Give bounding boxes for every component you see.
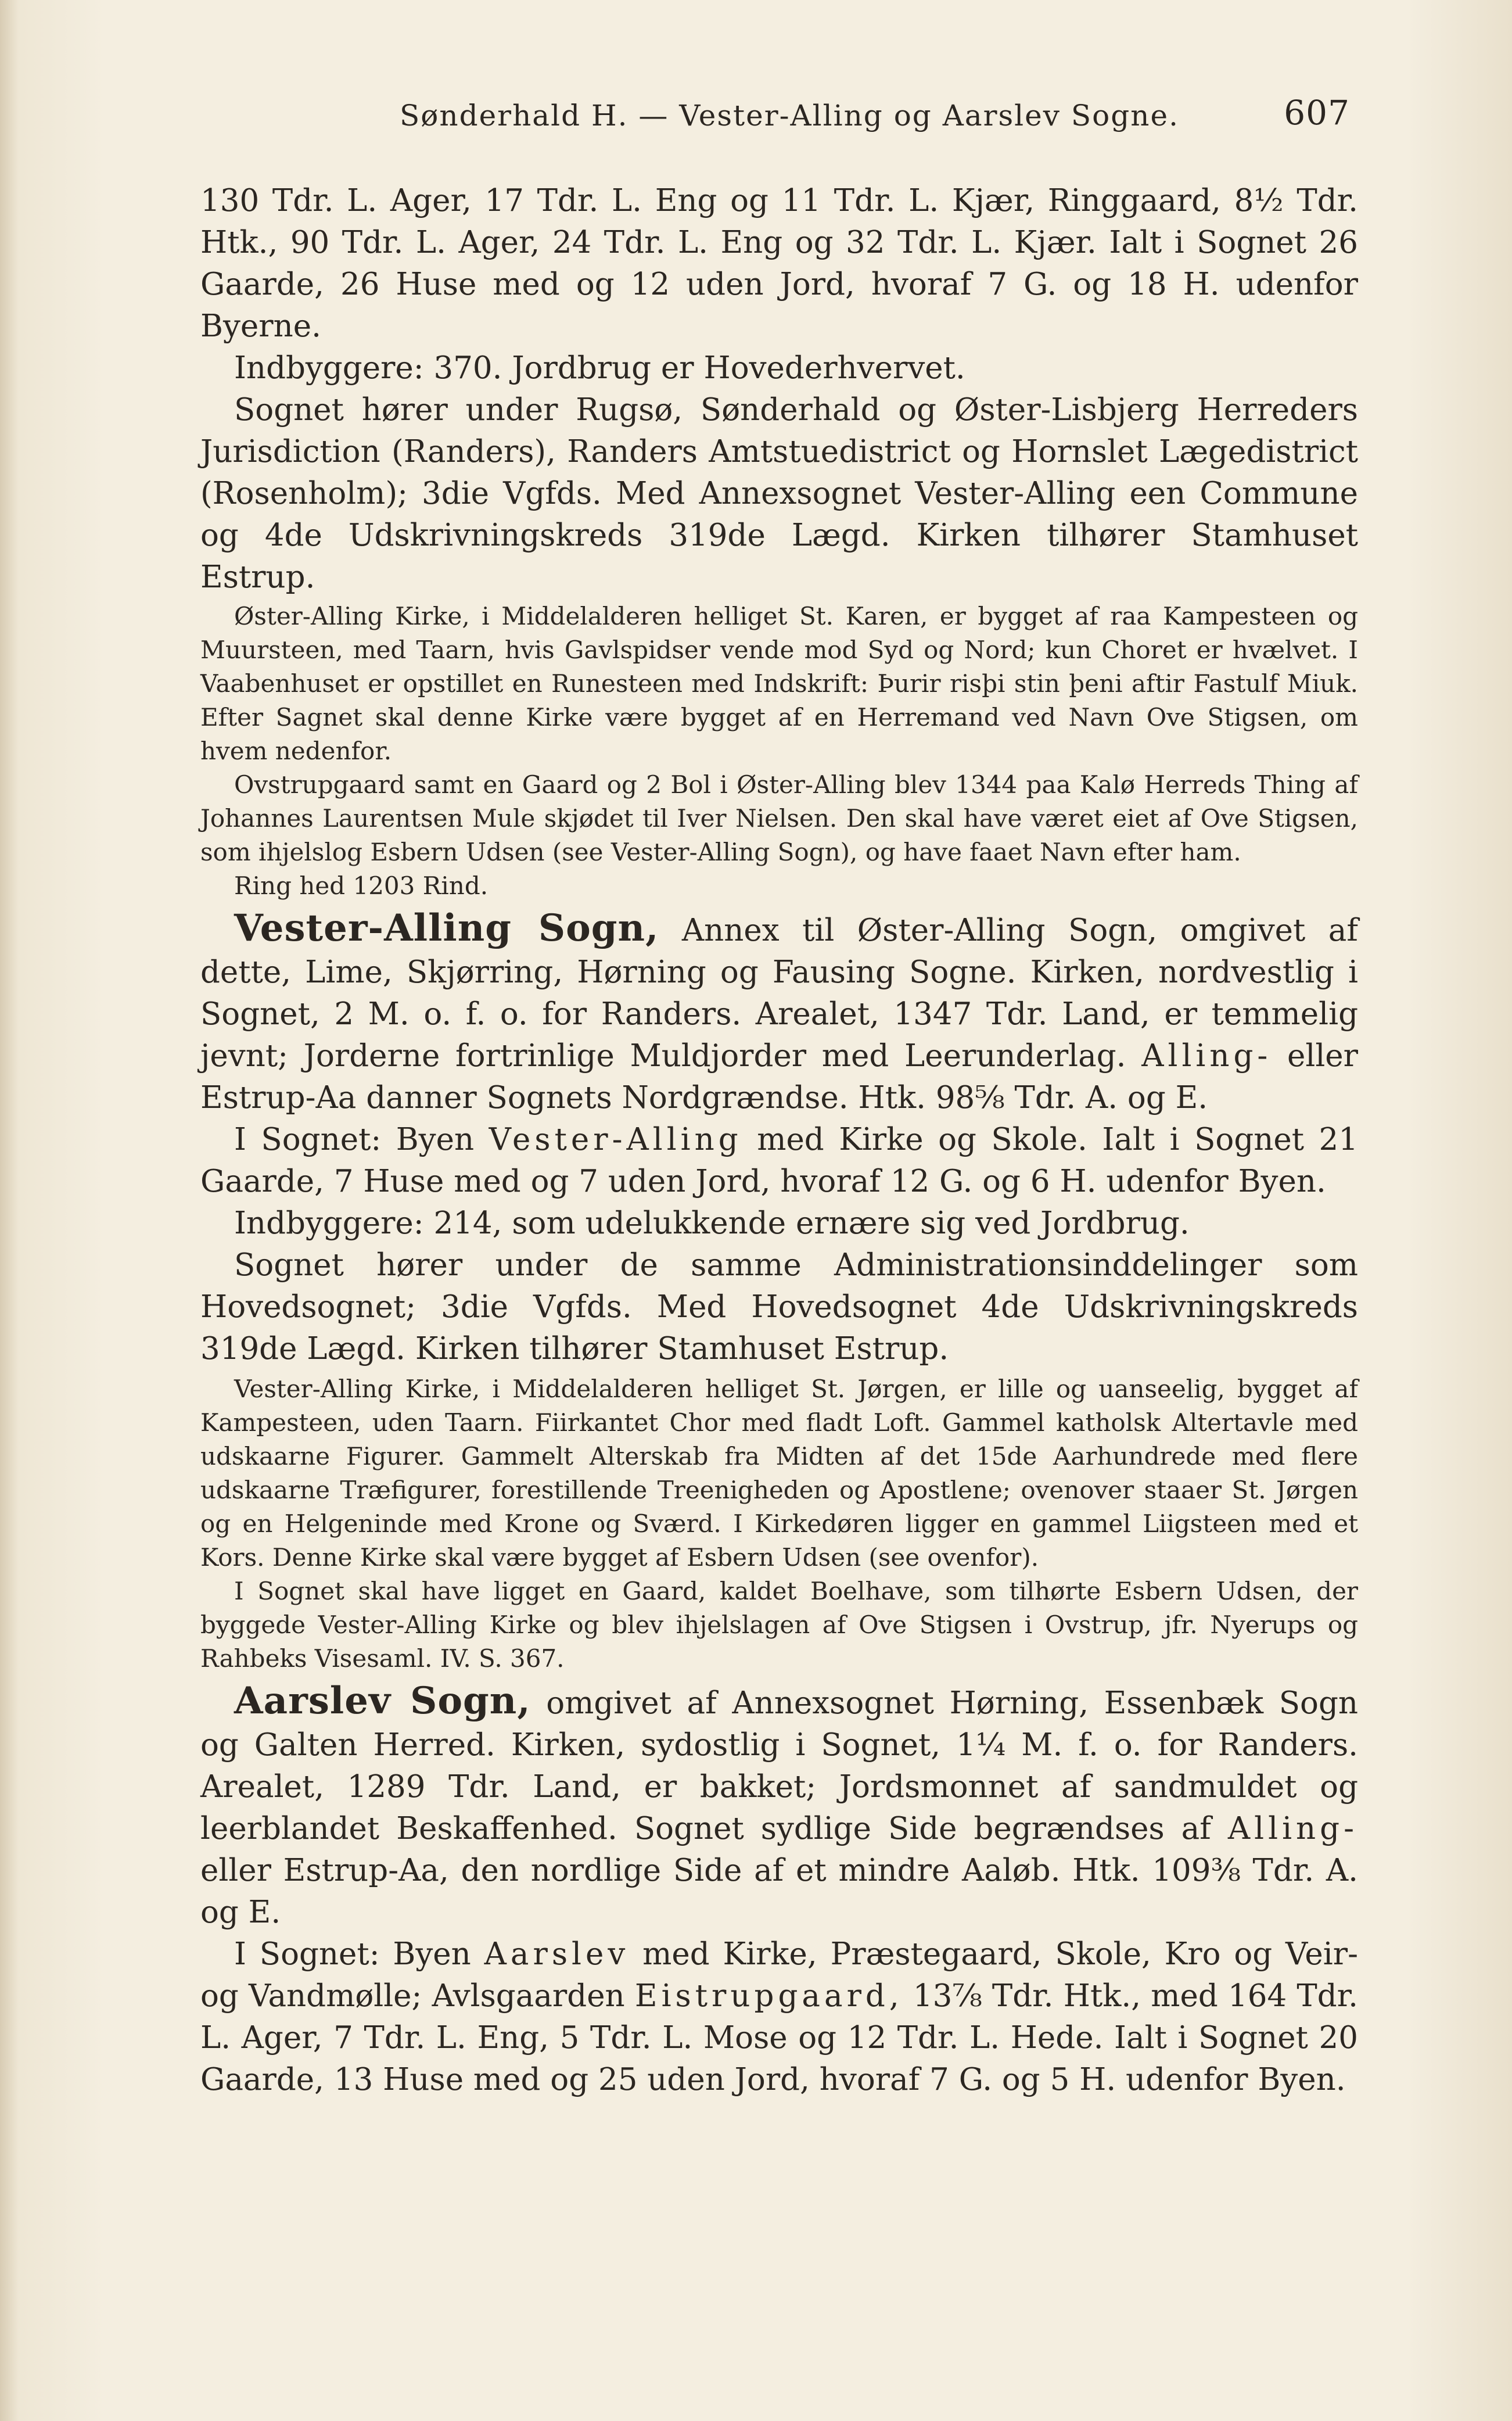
aarslev-town-name: Aarslev (484, 1936, 630, 1972)
vester-alling-intro-cont: eller Estrup-Aa danner Sognets Nordgrændse. Htk. 98⅝ Tdr. A. og E. (200, 1038, 1358, 1116)
aarslev-town-body: med Kirke, Præstegaard, Skole, Kro og Veir- og Vandmølle; Avlsgaarden (200, 1936, 1358, 2014)
church-note-paragraph: Øster-Alling Kirke, i Middelalderen helliget St. Karen, er bygget af raa Kampesteen og Muursteen, med Taarn, hvis Gavlspidser vende mod Syd og Nord; kun Choret er hvælvet. I Vaabenhuset er opstillet en Runesteen med Indskrift: Þurir risþi stin þeni aftir Fastulf Miuk. Efter Sagnet skal denne Kirke være bygget af en Herremand ved Navn Ove Stigsen, om hvem nedenfor. (200, 602, 1358, 765)
page-number: 607 (1284, 93, 1350, 132)
aarslev-title: Aarslev Sogn, (234, 1679, 531, 1723)
vester-alling-town-name: Vester-Alling (489, 1122, 742, 1157)
vester-alling-inhabitants: Indbyggere: 214, som udelukkende ernære sig ved Jordbrug. (234, 1206, 1190, 1241)
vester-alling-town-body: med Kirke og Skole. Ialt i Sognet 21 Gaarde, 7 Huse med og 7 uden Jord, hvoraf 12 G. og 6 H. udenfor Byen. (200, 1122, 1358, 1199)
vester-alling-town-paragraph (200, 1119, 1358, 1203)
boelhave-note: I Sognet skal have ligget en Gaard, kaldet Boelhave, som tilhørte Esbern Udsen, der byggede Vester-Alling Kirke og blev ihjelslagen af Ove Stigsen i Ovstrup, jfr. Nyerups og Rahbeks Visesaml. IV. S. 367. (200, 1577, 1358, 1673)
vester-alling-river-name: Alling- (1141, 1038, 1272, 1074)
ovstrupgaard-note-paragraph: Ovstrupgaard samt en Gaard og 2 Bol i Øster-Alling blev 1344 paa Kalø Herreds Thing af Johannes Laurentsen Mule skjødet til Iver Nielsen. Den skal have været eiet af Ove Stigsen, som ihjelslog Esbern Udsen (see Vester-Alling Sogn), og have faaet Navn efter ham. (200, 770, 1358, 866)
aarslev-intro-end: eller Estrup-Aa, den nordlige Side af et mindre Aaløb. Htk. 109⅜ Tdr. A. og E. (200, 1853, 1358, 1930)
eistrupgaard-name: Eistrupgaard, (634, 1978, 903, 2014)
vester-alling-intro: Annex til Øster-Alling Sogn, omgivet af dette, Lime, Skjørring, Hørning og Fausing Sogne. Kirken, nordvestlig i Sognet, 2 M. o. f. o. for Randers. Arealet, 1347 Tdr. Land, er temmelig jevnt; Jorderne fortrinlige Muldjorder med Leerunderlag. (200, 913, 1358, 1074)
inhabitants-paragraph: Indbyggere: 370. Jordbrug er Hovederhvervet. (234, 350, 965, 386)
vester-alling-church-note: Vester-Alling Kirke, i Middelalderen helliget St. Jørgen, er lille og uanseelig, bygget af Kampesteen, uden Taarn. Fiirkantet Chor med fladt Loft. Gammel katholsk Altertavle med udskaarne Figurer. Gammelt Alterskab fra Midten af det 15de Aarhundrede med flere udskaarne Træfigurer, forestillende Treenigheden og Apostlene; ovenover staaer St. Jørgen og en Helgeninde med Krone og Sværd. I Kirkedøren ligger en gammel Liigsteen med et Kors. Denne Kirke skal være bygget af Esbern Udsen (see ovenfor). (200, 1375, 1358, 1572)
vester-alling-title: Vester-Alling Sogn, (234, 906, 659, 950)
aarslev-town-prefix: I Sognet: Byen (234, 1936, 471, 1972)
aarslev-town-paragraph (200, 1934, 1358, 2101)
eistrupgaard-body: 13⅞ Tdr. Htk., med 164 Tdr. L. Ager, 7 Tdr. L. Eng, 5 Tdr. L. Mose og 12 Tdr. L. Hede. Ialt i Sognet 20 Gaarde, 13 Huse med og 25 uden Jord, hvoraf 7 G. og 5 H. udenfor Byen. (200, 1978, 1358, 2097)
ring-note-paragraph: Ring hed 1203 Rind. (234, 871, 489, 900)
aarslev-section (200, 1680, 1358, 1934)
administration-paragraph: Sognet hører under Rugsø, Sønderhald og Øster-Lisbjerg Herreders Jurisdiction (Randers), Randers Amtstuedistrict og Hornslet Lægedistrict (Rosenholm); 3die Vgfds. Med Annexsognet Vester-Alling een Commune og 4de Udskrivningskreds 319de Lægd. Kirken tilhører Stamhuset Estrup. (200, 392, 1358, 595)
running-head: Sønderhald H. — Vester-Alling og Aarslev Sogne. (400, 99, 1179, 132)
binding-shadow (0, 0, 19, 2421)
vester-alling-section (200, 908, 1358, 1119)
vester-alling-town-prefix: I Sognet: Byen (234, 1122, 475, 1157)
aarslev-intro: omgivet af Annexsognet Hørning, Essenbæk Sogn og Galten Herred. Kirken, sydostlig i Sognet, 1¼ M. f. o. for Randers. Arealet, 1289 Tdr. Land, er bakket; Jordsmonnet af sandmuldet og leerblandet Beskaffenhed. Sognet sydlige Side begrændses af (200, 1685, 1359, 1846)
opening-paragraph: 130 Tdr. L. Ager, 17 Tdr. L. Eng og 11 Tdr. L. Kjær, Ringgaard, 8½ Tdr. Htk., 90 Tdr. L. Ager, 24 Tdr. L. Eng og 32 Tdr. L. Kjær. Ialt i Sognet 26 Gaarde, 26 Huse med og 12 uden Jord, hvoraf 7 G. og 18 H. udenfor Byerne. (200, 183, 1358, 344)
page-header (200, 93, 1358, 149)
vester-alling-admin: Sognet hører under de samme Administrationsinddelinger som Hovedsognet; 3die Vgfds. Med Hovedsognet 4de Udskrivningskreds 319de Lægd. Kirken tilhører Stamhuset Estrup. (200, 1247, 1358, 1366)
aarslev-river-name: Alling- (1227, 1811, 1358, 1846)
